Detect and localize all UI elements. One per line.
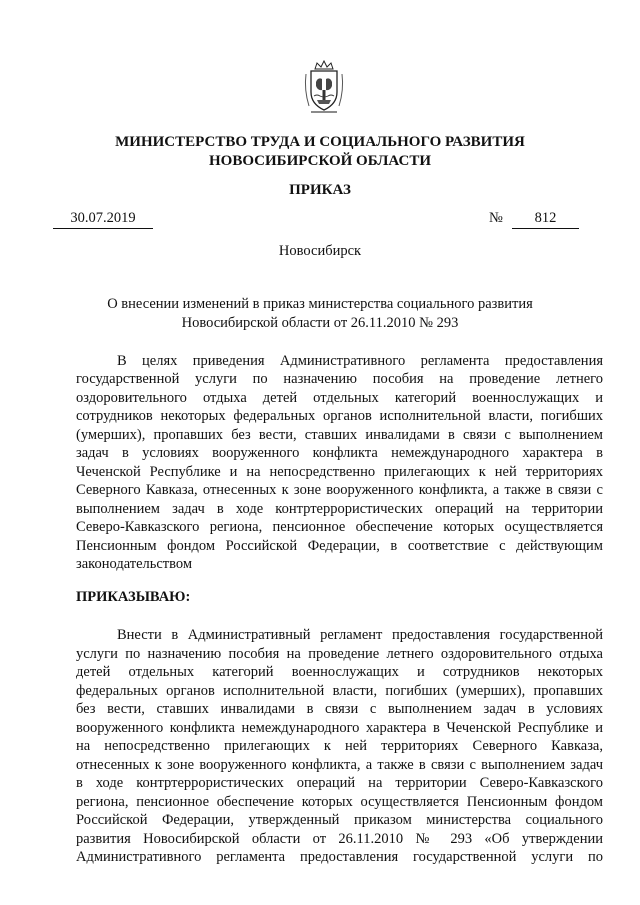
body-line: развития Новосибирской области от 26.11.2010 № 293 «Об утверждении <box>76 831 603 847</box>
preamble-line: оздоровительного отдыха детей отдельных категорий военнослужащих и <box>76 390 603 406</box>
preamble-line: Чеченской Республике и на непосредственно прилегающих к ней территориях <box>76 464 603 480</box>
preamble-line: сотрудников некоторых федеральных органов исполнительной власти, погибших <box>76 408 603 424</box>
body-line: без вести, ставших инвалидами в связи с выполнением задач в условиях <box>76 701 603 717</box>
subject-line: Новосибирской области от 26.11.2010 № 293 <box>181 315 459 331</box>
preamble-line: Пенсионным фондом Российской Федерации, в соответствие с действующим <box>76 538 603 554</box>
order-number: 812 <box>512 209 579 229</box>
coat-of-arms-icon <box>303 60 345 116</box>
body-line: детей отдельных категорий военнослужащих и сотрудников некоторых <box>76 664 603 680</box>
subject-line: О внесении изменений в приказ министерства социального развития <box>107 296 533 312</box>
preamble-line: Северного Кавказа, отнесенных к зоне вооруженного конфликта, а также в связи с <box>76 482 603 498</box>
preamble-line: Северо-Кавказского региона, пенсионное обеспечение которых осуществляется <box>76 519 603 535</box>
preamble-line: В целях приведения Административного регламента предоставления <box>117 353 603 369</box>
body-line: Административного регламента предоставления государственной услуги по <box>76 849 603 865</box>
body-line: федеральных органов исполнительной власти, погибших (умерших), пропавших <box>76 683 603 699</box>
city-name: Новосибирск <box>278 243 362 259</box>
order-date: 30.07.2019 <box>53 209 153 229</box>
body-line: вооруженного конфликта немеждународного характера в Чеченской Республике и <box>76 720 603 736</box>
document-type-title: ПРИКАЗ <box>289 182 351 198</box>
preamble-line: задач в условиях вооруженного конфликта немеждународного характера в <box>76 445 603 461</box>
body-line: услуги по назначению пособия на проведение летнего оздоровительного отдыха <box>76 646 603 662</box>
preamble-line: (умерших), пропавших без вести, ставших инвалидами в связи с выполнением <box>76 427 603 443</box>
order-directive: ПРИКАЗЫВАЮ: <box>76 589 191 605</box>
preamble-line: законодательством <box>76 556 193 572</box>
body-line: Российской Федерации, утвержденный приказом министерства социального <box>76 812 603 828</box>
number-sign: № <box>489 210 503 226</box>
preamble-line: государственной услуги по назначению пособия на проведение летнего <box>76 371 603 387</box>
ministry-name-line1: МИНИСТЕРСТВО ТРУДА И СОЦИАЛЬНОГО РАЗВИТИЯ <box>115 134 525 150</box>
preamble-line: выполнением задач в ходе контртеррористических операций на территории <box>76 501 603 517</box>
body-line: Внести в Административный регламент предоставления государственной <box>117 627 603 643</box>
ministry-name-line2: НОВОСИБИРСКОЙ ОБЛАСТИ <box>208 153 432 169</box>
body-line: на непосредственно прилегающих к ней территориях Северного Кавказа, <box>76 738 603 754</box>
body-line: в ходе контртеррористических операций на территории Северо-Кавказского <box>76 775 603 791</box>
body-line: региона, пенсионное обеспечение которых осуществляется Пенсионным фондом <box>76 794 603 810</box>
body-line: отнесенных к зоне вооруженного конфликта, а также в связи с выполнением задач <box>76 757 603 773</box>
